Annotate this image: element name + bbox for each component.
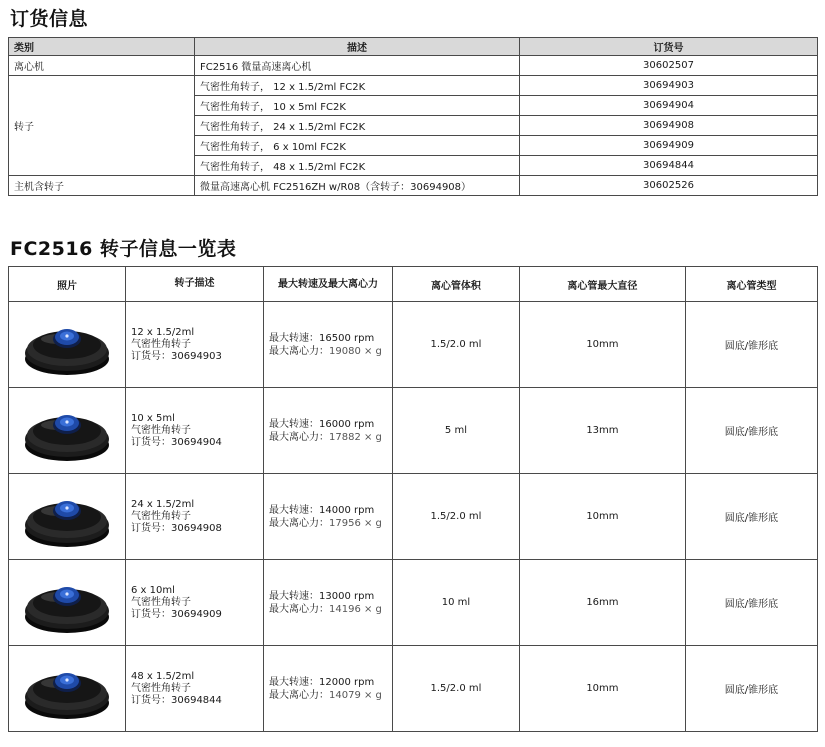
- rotor-photo-icon: [19, 567, 115, 639]
- order-section-title: 订货信息: [10, 8, 89, 30]
- max-speed-value: 13000 rpm: [319, 590, 375, 602]
- header-rotor-description: 转子描述: [126, 267, 264, 302]
- max-rcf-line: [269, 603, 387, 616]
- header-speed-rcf: 最大转速及最大离心力: [264, 267, 393, 302]
- rotor-spec: 24 x 1.5/2ml: [131, 498, 195, 510]
- max-speed-line: [269, 504, 387, 517]
- max-rcf-line: [269, 431, 387, 444]
- rotor-spec: 10 x 5ml: [131, 412, 175, 424]
- header-category: 类别: [9, 38, 195, 56]
- order-number-cell: 30694844: [520, 156, 818, 176]
- description-cell: 气密性角转子， 12 x 1.5/2ml FC2K: [195, 76, 520, 96]
- rotor-spec: 6 x 10ml: [131, 584, 175, 596]
- tube-type-cell: 圆底/锥形底: [685, 560, 817, 646]
- header-tube-type: 离心管类型: [685, 267, 817, 302]
- rotor-photo-cell: [9, 302, 126, 388]
- max-rcf-line: [269, 345, 387, 358]
- rotor-speed-cell: [264, 302, 393, 388]
- rotor-name: 气密性角转子: [131, 682, 191, 694]
- rotor-table: [8, 266, 818, 732]
- order-table: [8, 37, 818, 196]
- order-number-cell: 30694903: [520, 76, 818, 96]
- description-cell: 气密性角转子， 48 x 1.5/2ml FC2K: [195, 156, 520, 176]
- rotor-section-title: FC2516 转子信息一览表: [10, 238, 237, 260]
- rotor-speed-cell: [264, 646, 393, 732]
- rotor-photo-icon: [19, 309, 115, 381]
- table-row: [9, 646, 818, 732]
- order-number-cell: 30694904: [520, 96, 818, 116]
- table-row: [9, 302, 818, 388]
- order-number-cell: 30602526: [520, 176, 818, 196]
- table-row: [9, 474, 818, 560]
- max-speed-value: 12000 rpm: [319, 676, 375, 688]
- rotor-order-number: 订货号：30694909: [131, 608, 222, 620]
- max-rcf-label: 最大离心力：: [269, 345, 329, 357]
- rotor-description-cell: [126, 560, 264, 646]
- rotor-order-number: 订货号：30694903: [131, 350, 222, 362]
- rotor-speed-cell: [264, 474, 393, 560]
- rotor-description-cell: [126, 646, 264, 732]
- max-rcf-value: 17882 × g: [329, 431, 382, 443]
- table-row: [9, 388, 818, 474]
- max-speed-line: [269, 418, 387, 431]
- tube-volume-cell: 1.5/2.0 ml: [393, 302, 520, 388]
- max-rcf-label: 最大离心力：: [269, 517, 329, 529]
- tube-diameter-cell: 13mm: [519, 388, 685, 474]
- tube-type-cell: 圆底/锥形底: [685, 474, 817, 560]
- description-cell: 微量高速离心机 FC2516ZH w/R08（含转子：30694908）: [195, 176, 520, 196]
- tube-volume-cell: 5 ml: [393, 388, 520, 474]
- order-number-cell: 30694909: [520, 136, 818, 156]
- max-rcf-value: 19080 × g: [329, 345, 382, 357]
- rotor-name: 气密性角转子: [131, 596, 191, 608]
- rotor-description-cell: [126, 474, 264, 560]
- max-rcf-value: 17956 × g: [329, 517, 382, 529]
- max-rcf-label: 最大离心力：: [269, 689, 329, 701]
- category-cell: 主机含转子: [9, 176, 195, 196]
- rotor-photo-icon: [19, 481, 115, 553]
- rotor-name: 气密性角转子: [131, 338, 191, 350]
- tube-type-cell: 圆底/锥形底: [685, 388, 817, 474]
- max-speed-value: 16500 rpm: [319, 332, 375, 344]
- tube-type-cell: 圆底/锥形底: [685, 302, 817, 388]
- rotor-photo-icon: [19, 653, 115, 725]
- rotor-photo-cell: [9, 388, 126, 474]
- max-speed-line: [269, 590, 387, 603]
- tube-volume-cell: 1.5/2.0 ml: [393, 646, 520, 732]
- max-speed-label: 最大转速：: [269, 332, 319, 344]
- rotor-spec: 12 x 1.5/2ml: [131, 326, 195, 338]
- max-speed-label: 最大转速：: [269, 504, 319, 516]
- table-row: [9, 176, 818, 196]
- description-cell: 气密性角转子， 10 x 5ml FC2K: [195, 96, 520, 116]
- description-cell: FC2516 微量高速离心机: [195, 56, 520, 76]
- rotor-order-number: 订货号：30694844: [131, 694, 222, 706]
- header-photo: 照片: [9, 267, 126, 302]
- rotor-photo-cell: [9, 560, 126, 646]
- rotor-name: 气密性角转子: [131, 424, 191, 436]
- rotor-photo-cell: [9, 474, 126, 560]
- tube-diameter-cell: 10mm: [519, 474, 685, 560]
- tube-type-cell: 圆底/锥形底: [685, 646, 817, 732]
- max-rcf-value: 14196 × g: [329, 603, 382, 615]
- max-speed-label: 最大转速：: [269, 676, 319, 688]
- table-row: [9, 76, 818, 96]
- header-description: 描述: [195, 38, 520, 56]
- max-speed-line: [269, 332, 387, 345]
- tube-volume-cell: 10 ml: [393, 560, 520, 646]
- category-cell: 转子: [9, 76, 195, 176]
- rotor-speed-cell: [264, 560, 393, 646]
- rotor-order-number: 订货号：30694908: [131, 522, 222, 534]
- header-order-number: 订货号: [520, 38, 818, 56]
- tube-diameter-cell: 16mm: [519, 560, 685, 646]
- rotor-photo-cell: [9, 646, 126, 732]
- rotor-description-cell: [126, 388, 264, 474]
- max-rcf-line: [269, 689, 387, 702]
- max-rcf-label: 最大离心力：: [269, 431, 329, 443]
- rotor-name: 气密性角转子: [131, 510, 191, 522]
- order-table-header: [9, 38, 818, 56]
- max-speed-label: 最大转速：: [269, 418, 319, 430]
- max-speed-value: 16000 rpm: [319, 418, 375, 430]
- rotor-table-header: [9, 267, 818, 302]
- order-number-cell: 30694908: [520, 116, 818, 136]
- max-rcf-line: [269, 517, 387, 530]
- description-cell: 气密性角转子， 6 x 10ml FC2K: [195, 136, 520, 156]
- header-tube-diameter: 离心管最大直径: [519, 267, 685, 302]
- tube-diameter-cell: 10mm: [519, 646, 685, 732]
- table-row: [9, 56, 818, 76]
- rotor-speed-cell: [264, 388, 393, 474]
- rotor-photo-icon: [19, 395, 115, 467]
- category-cell: 离心机: [9, 56, 195, 76]
- rotor-order-number: 订货号：30694904: [131, 436, 222, 448]
- tube-diameter-cell: 10mm: [519, 302, 685, 388]
- order-number-cell: 30602507: [520, 56, 818, 76]
- max-rcf-label: 最大离心力：: [269, 603, 329, 615]
- max-speed-label: 最大转速：: [269, 590, 319, 602]
- max-rcf-value: 14079 × g: [329, 689, 382, 701]
- rotor-spec: 48 x 1.5/2ml: [131, 670, 195, 682]
- rotor-description-cell: [126, 302, 264, 388]
- max-speed-line: [269, 676, 387, 689]
- max-speed-value: 14000 rpm: [319, 504, 375, 516]
- description-cell: 气密性角转子， 24 x 1.5/2ml FC2K: [195, 116, 520, 136]
- header-tube-volume: 离心管体积: [393, 267, 520, 302]
- table-row: [9, 560, 818, 646]
- tube-volume-cell: 1.5/2.0 ml: [393, 474, 520, 560]
